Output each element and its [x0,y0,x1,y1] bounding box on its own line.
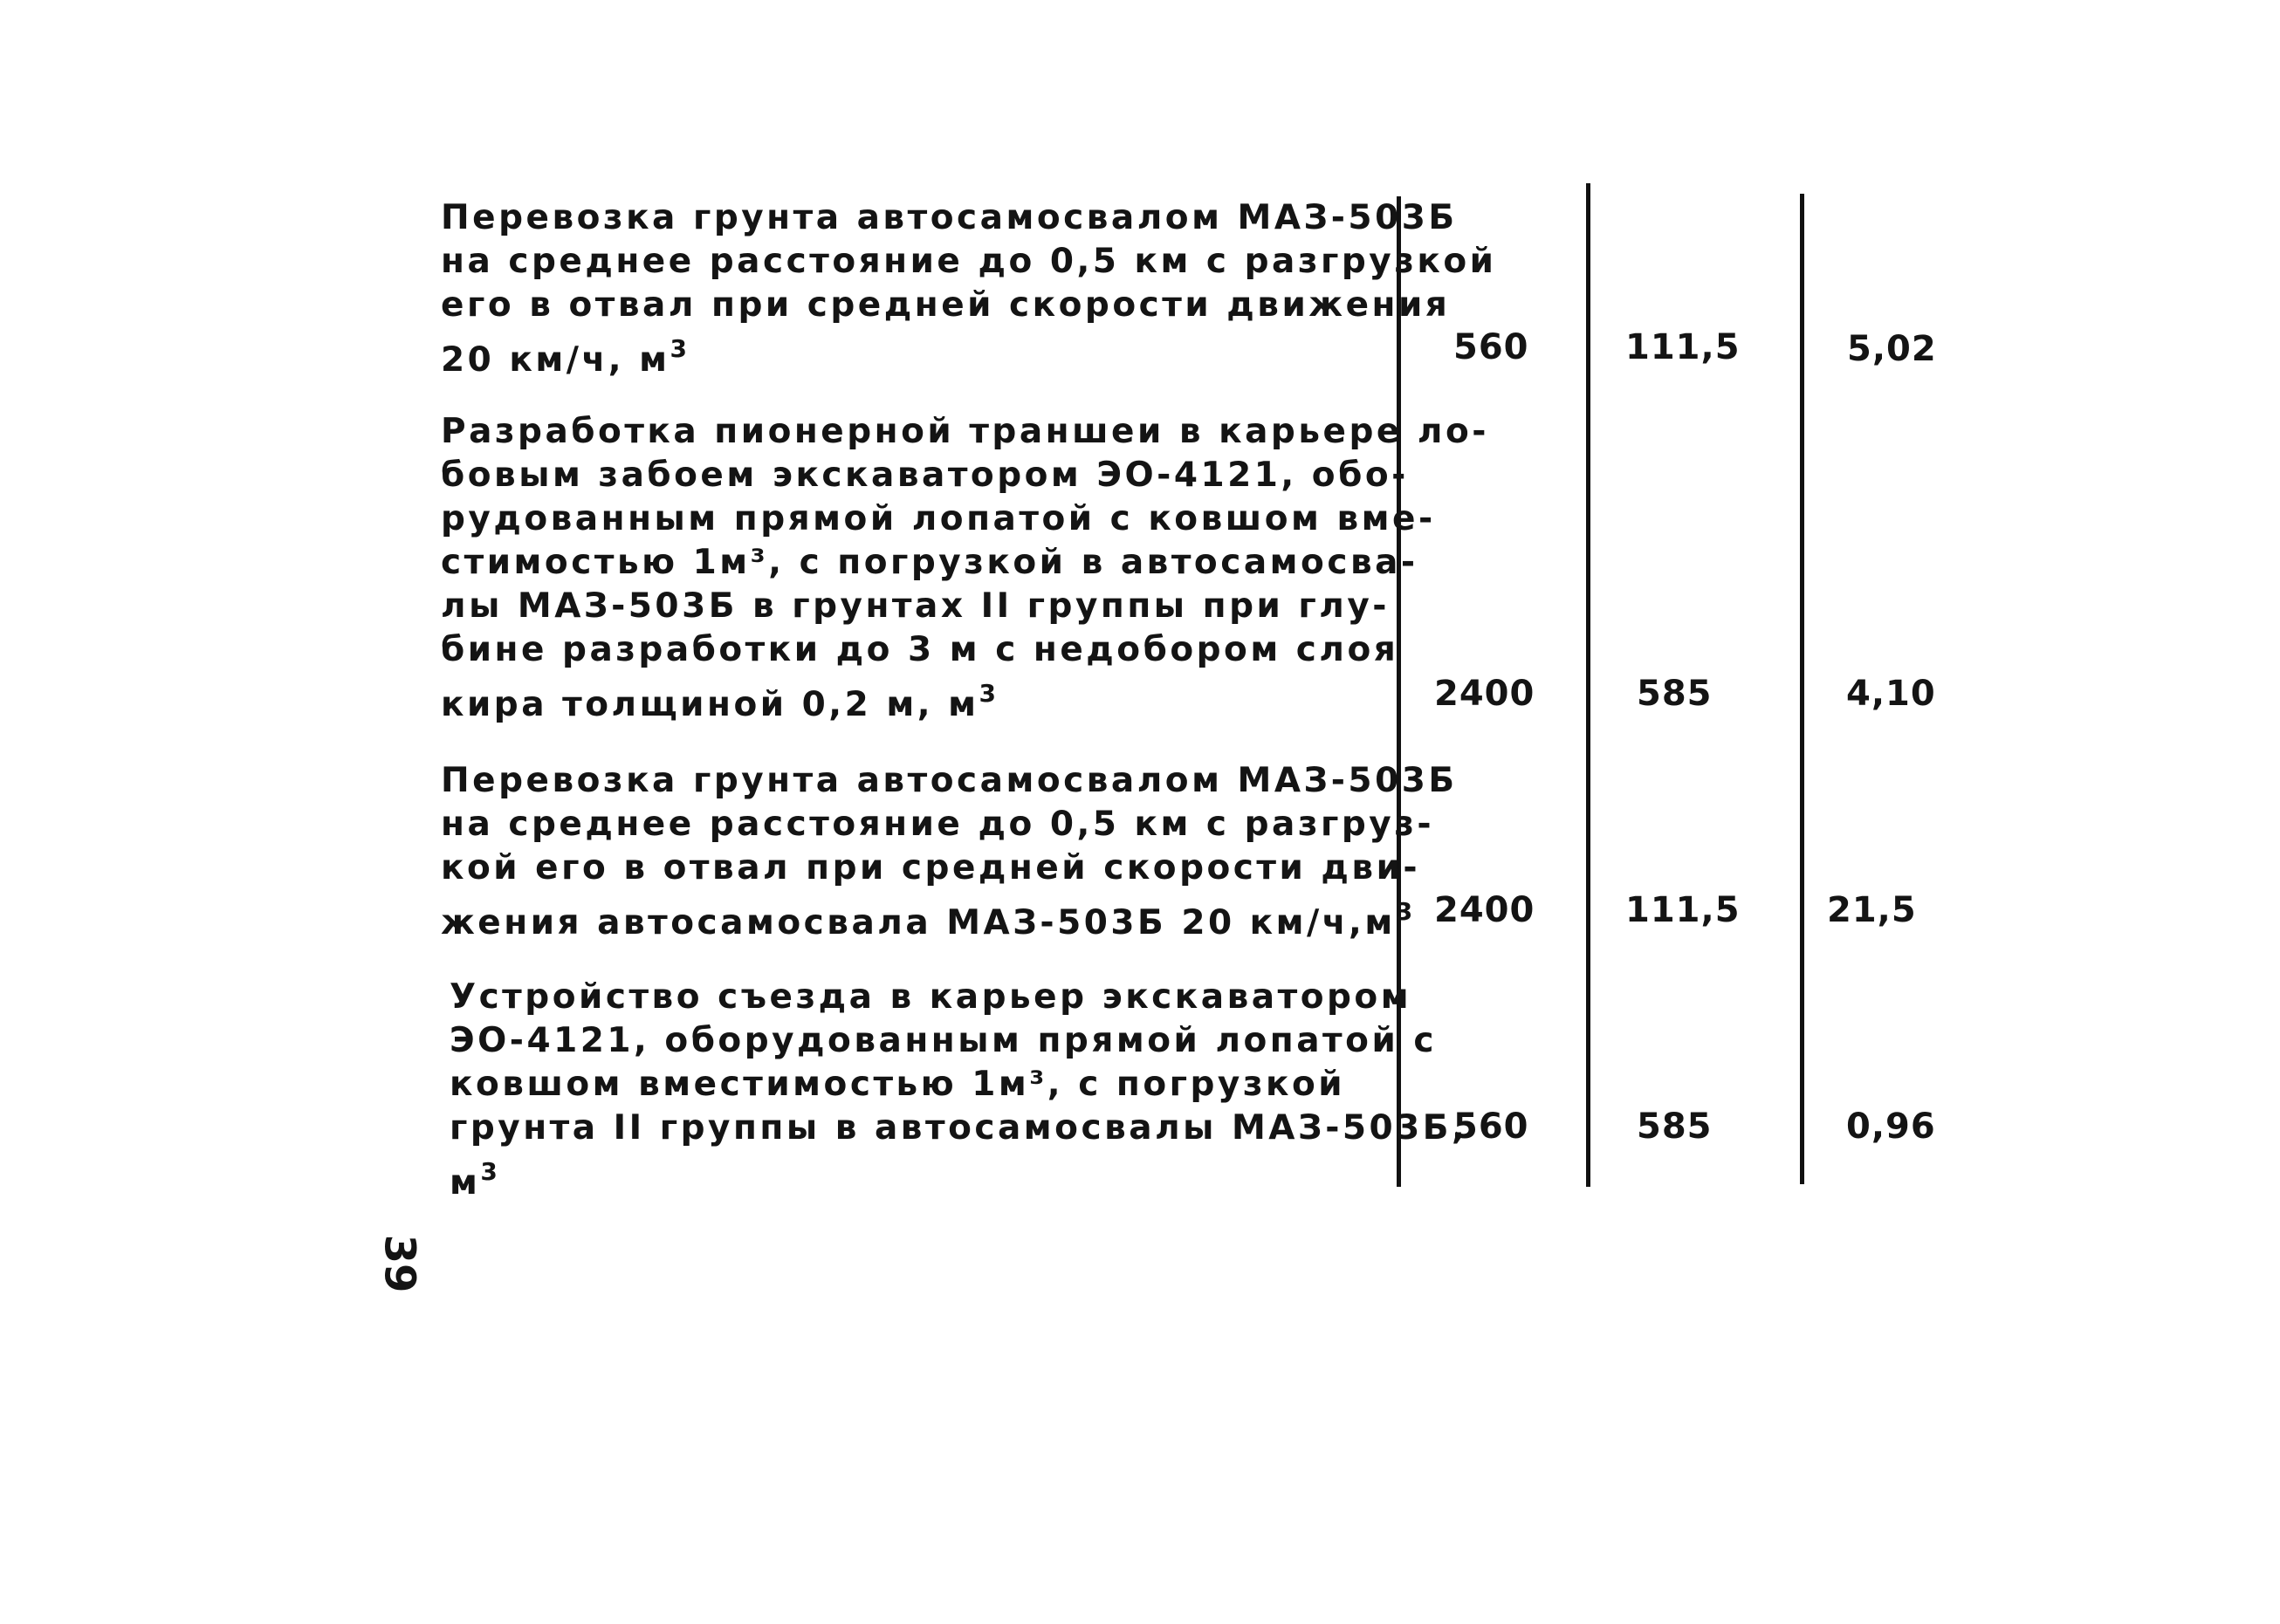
value-col1: 560 [1453,1107,1529,1147]
row-description [450,976,1468,1205]
value-col3: 21,5 [1827,890,1917,930]
value-col3: 0,96 [1846,1107,1936,1147]
description-line: грунта II группы в автосамосвалы МАЗ-503Б, [450,1108,1468,1148]
unit-label: $м^3$ [639,334,687,380]
row-description [441,759,1458,945]
value-col2: 111,5 [1625,890,1741,930]
description-line: ЭО-4121, оборудованным прямой лопатой с [450,1021,1437,1060]
column-divider-3 [1800,194,1804,1184]
page-number: 39 [374,1234,424,1293]
unit-label: $м^3$ [948,679,996,724]
description-line: бовым забоем экскаватором ЭО-4121, обо- [441,456,1409,495]
description-line: его в отвал при средней скорости движения [441,285,1451,325]
description-line: бине разработки до 3 м с недобором слоя [441,630,1399,669]
column-divider-2 [1586,183,1590,1187]
description-line: на среднее расстояние до 0,5 км с разгрузкой [441,242,1497,281]
value-col1: 2400 [1434,890,1535,930]
description-line: 20 км/ч, $м^3$ [441,334,687,380]
description-line: ковшом вместимостью 1м³, с погрузкой [450,1065,1346,1104]
value-col3: 4,10 [1846,674,1936,714]
description-line [450,1150,1410,1205]
value-col2: 585 [1637,674,1713,714]
unit-label: $м^3$ [450,1157,498,1203]
description-line: на среднее расстояние до 0,5 км с разгруз- [441,805,1435,844]
description-line: Перевозка грунта автосамосвалом МАЗ-503Б [441,198,1458,237]
description-line: рудованным прямой лопатой с ковшом вме- [441,499,1436,538]
description-line: стимостью 1м³, с погрузкой в автосамосва- [441,543,1418,582]
value-col1: 2400 [1434,674,1535,714]
description-line: лы МАЗ-503Б в грунтах II группы при глу- [441,586,1390,626]
value-col2: 111,5 [1625,327,1741,367]
description-line: Перевозка грунта автосамосвалом МАЗ-503Б [441,761,1458,800]
description-line: Устройство съезда в карьер экскаватором [450,977,1412,1017]
description-line: Разработка пионерной траншеи в карьере ло- [441,412,1489,451]
value-col2: 585 [1637,1107,1713,1147]
description-line: кира толщиной 0,2 м, $м^3$ [441,679,996,724]
value-col1: 560 [1453,327,1529,367]
value-col3: 5,02 [1847,329,1937,369]
description-line: жения автосамосвала МАЗ-503Б 20 $км/ч,м^3$ [441,897,1413,942]
unit-label: $м^3$ [1364,897,1413,942]
description-line: кой его в отвал при средней скорости дви- [441,848,1421,887]
